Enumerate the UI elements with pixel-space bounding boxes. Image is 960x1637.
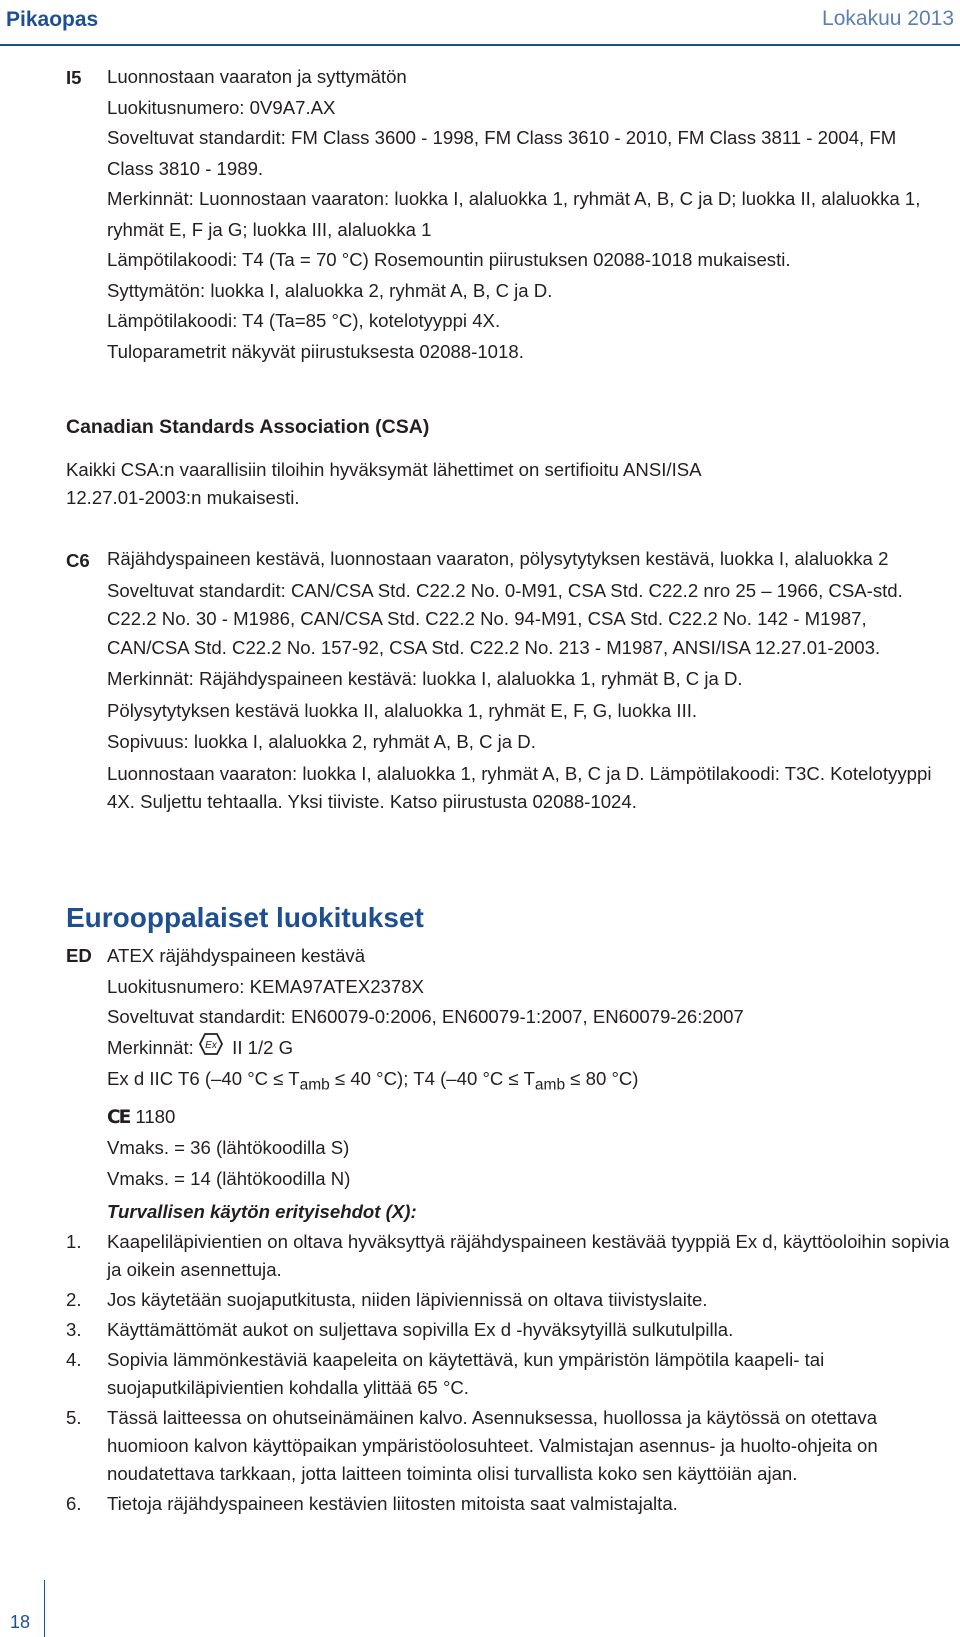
c6-line: Sopivuus: luokka I, alaluokka 2, ryhmät A, B, C ja D.	[107, 731, 536, 752]
ed-amb-sub: amb	[534, 1077, 566, 1095]
svg-text:Ex: Ex	[205, 1039, 217, 1051]
page-number: 18	[10, 1612, 31, 1632]
header-date: Lokakuu 2013	[822, 7, 954, 30]
ed-marking-label: Merkinnät:	[107, 1036, 194, 1058]
ed-ce-line	[107, 1102, 946, 1134]
list-item	[66, 1490, 956, 1518]
i5-line: Merkinnät: Luonnostaan vaaraton: luokka I, alaluokka 1, ryhmät A, B, C ja D; luokka II, alaluokka 1, ryhmät E, F ja G; luokka III, alaluokka 1	[107, 188, 921, 240]
i5-line: Soveltuvat standardit: FM Class 3600 - 1998, FM Class 3610 - 2010, FM Class 3811 - 2004, FM Class 3810 - 1989.	[107, 127, 897, 179]
i5-block	[66, 62, 946, 367]
list-item-number: 1.	[66, 1231, 82, 1252]
i5-body	[107, 62, 946, 367]
c6-line: Räjähdyspaineen kestävä, luonnostaan vaaraton, pölysytytyksen kestävä, luokka I, alaluokka 2	[107, 548, 889, 569]
i5-code: I5	[66, 67, 82, 88]
list-item	[66, 1346, 956, 1402]
ed-line: ATEX räjähdyspaineen kestävä	[107, 945, 366, 966]
list-item-text: Käyttämättömät aukot on suljettava sopivilla Ex d -hyväksytyillä sulkutulpilla.	[107, 1319, 734, 1340]
list-item	[66, 1286, 956, 1314]
ed-temperature	[107, 1064, 946, 1101]
list-item-text: Tässä laitteessa on ohutseinämäinen kalvo. Asennuksessa, huollossa ja käytössä on otettava huomioon kalvon käyttöpaikan ympäristöolosuhteet. Valmistajan asennus- ja huolto-ohjeita on noudatettava tarkkaan, jotta laitteen toiminta olisi turvallista koko sen käyttöiän ajan.	[107, 1407, 878, 1484]
i5-line: Lämpötilakoodi: T4 (Ta=85 °C), kotelotyyppi 4X.	[107, 310, 501, 331]
list-item	[66, 1316, 956, 1344]
ed-vmax: Vmaks. = 14 (lähtökoodilla N)	[107, 1167, 351, 1189]
ed-temp-part: ≤ 80 °C)	[565, 1068, 639, 1090]
i5-line: Lämpötilakoodi: T4 (Ta = 70 °C) Rosemountin piirustuksen 02088-1018 mukaisesti.	[107, 249, 791, 270]
ed-temp-part: ≤ 40 °C); T4 (–40 °C ≤ T	[329, 1068, 535, 1090]
header-title: Pikaopas	[6, 8, 99, 31]
c6-line: Luonnostaan vaaraton: luokka I, alaluokka 1, ryhmät A, B, C ja D. Lämpötilakoodi: T3C. Kotelotyyppi 4X. Suljettu tehtaalla. Yksi tiiviste. Katso piirustusta 02088-1024.	[107, 762, 932, 812]
ed-amb-sub: amb	[299, 1077, 330, 1095]
list-item-text: Kaapeliläpivientien on oltava hyväksyttyä räjähdyspaineen kestävää tyyppiä Ex d, käyttöoloihin sopivia ja oikein asennettuja.	[107, 1231, 950, 1280]
list-item-number: 5.	[66, 1407, 82, 1428]
ce-mark-icon: CE	[107, 1106, 130, 1128]
ed-line: Luokitusnumero: KEMA97ATEX2378X	[107, 975, 424, 997]
c6-line: Pölysytytyksen kestävä luokka II, alaluokka 1, ryhmät E, F, G, luokka III.	[107, 699, 698, 721]
c6-block	[66, 545, 946, 817]
list-item	[66, 1404, 956, 1488]
ed-code: ED	[66, 945, 92, 966]
special-conditions-list	[66, 1228, 956, 1520]
list-item-number: 2.	[66, 1289, 82, 1310]
page-side-rule	[44, 1580, 45, 1637]
ed-ce-number: 1180	[135, 1105, 176, 1127]
ed-marking-value: II 1/2 G	[232, 1036, 294, 1058]
list-item-number: 4.	[66, 1349, 82, 1370]
ed-body	[107, 941, 946, 1194]
special-conditions-heading: Turvallisen käytön erityisehdot (X):	[107, 1201, 417, 1222]
csa-heading: Canadian Standards Association (CSA)	[66, 416, 430, 438]
ed-temp-part: Ex d IIC T6 (–40 °C ≤ T	[107, 1068, 300, 1090]
i5-line: Luonnostaan vaaraton ja syttymätön	[107, 66, 407, 87]
c6-body	[107, 545, 946, 817]
list-item-number: 3.	[66, 1319, 82, 1340]
list-item-text: Sopivia lämmönkestäviä kaapeleita on käytettävä, kun ympäristön lämpötila kaapeli- tai suojaputkiläpivientien kohdalla ylittää 65 °C.	[107, 1349, 825, 1398]
ed-block	[66, 941, 946, 1194]
european-heading: Eurooppalaiset luokitukset	[66, 902, 424, 933]
list-item	[66, 1228, 956, 1284]
i5-line: Tuloparametrit näkyvät piirustuksesta 02088-1018.	[107, 340, 524, 362]
ed-vmax: Vmaks. = 36 (lähtökoodilla S)	[107, 1137, 350, 1159]
list-item-text: Tietoja räjähdyspaineen kestävien liitosten mitoista saat valmistajalta.	[107, 1493, 678, 1514]
ex-hexagon-icon	[199, 1033, 223, 1065]
c6-line: Merkinnät: Räjähdyspaineen kestävä: luokka I, alaluokka 1, ryhmät B, C ja D.	[107, 668, 743, 689]
c6-code: C6	[66, 550, 90, 571]
i5-line: Syttymätön: luokka I, alaluokka 2, ryhmät A, B, C ja D.	[107, 279, 553, 301]
i5-line: Luokitusnumero: 0V9A7.AX	[107, 96, 336, 118]
header-rule	[0, 44, 960, 46]
ed-marking	[107, 1033, 946, 1065]
list-item-number: 6.	[66, 1493, 82, 1514]
ed-line: Soveltuvat standardit: EN60079-0:2006, EN60079-1:2007, EN60079-26:2007	[107, 1006, 744, 1027]
c6-line: Soveltuvat standardit: CAN/CSA Std. C22.2 No. 0-M91, CSA Std. C22.2 nro 25 – 1966, CSA-std. C22.2 No. 30 - M1986, CAN/CSA Std. C22.2 No. 94-M91, CSA Std. C22.2 No. 142 - M1987, CAN/CSA Std. C22.2 No. 157-92, CSA Std. C22.2 No. 213 - M1987, ANSI/ISA 12.27.01-2003.	[107, 579, 903, 658]
csa-intro: Kaikki CSA:n vaarallisiin tiloihin hyväksymät lähettimet on sertifioitu ANSI/ISA 12.27.01-2003:n mukaisesti.	[66, 459, 701, 508]
list-item-text: Jos käytetään suojaputkitusta, niiden läpiviennissä on oltava tiivistyslaite.	[107, 1289, 708, 1310]
